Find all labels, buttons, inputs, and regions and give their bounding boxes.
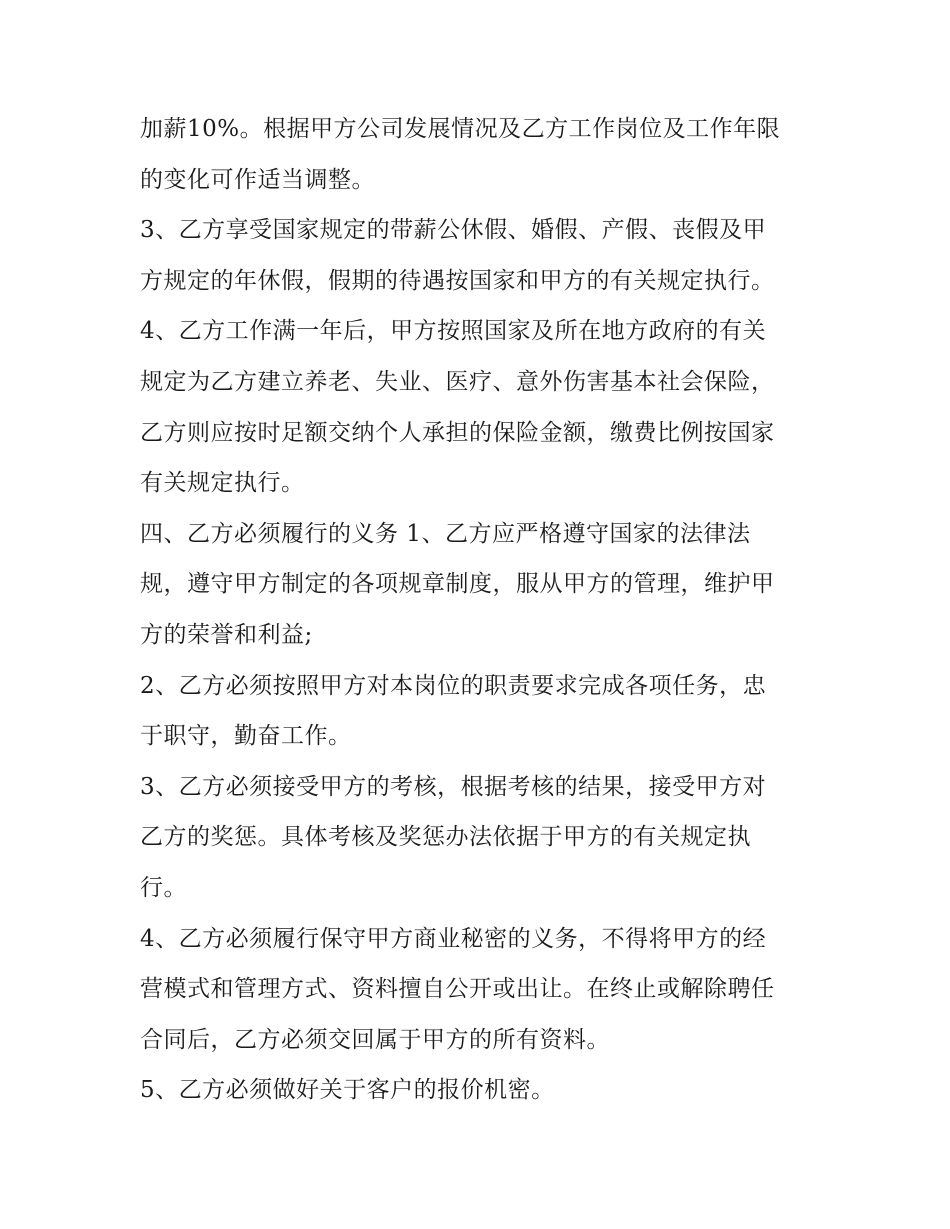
text-line: 4、乙方工作满一年后，甲方按照国家及所在地方政府的有关 <box>140 318 767 345</box>
text-line: 四、乙方必须履行的义务 1、乙方应严格遵守国家的法律法 <box>140 520 751 547</box>
text-line: 3、乙方享受国家规定的带薪公休假、婚假、产假、丧假及甲 <box>140 217 767 244</box>
text-line: 合同后，乙方必须交回属于甲方的所有资料。 <box>140 1026 610 1053</box>
text-line: 方规定的年休假，假期的待遇按国家和甲方的有关规定执行。 <box>140 267 775 294</box>
text-line: 营模式和管理方式、资料擅自公开或出让。在终止或解除聘任 <box>140 976 775 1003</box>
text-line: 3、乙方必须接受甲方的考核，根据考核的结果，接受甲方对 <box>140 773 767 800</box>
text-line: 5、乙方必须做好关于客户的报价机密。 <box>140 1077 555 1104</box>
text-line: 加薪10%。根据甲方公司发展情况及乙方工作岗位及工作年限 <box>140 116 781 142</box>
document-body <box>140 104 820 1116</box>
text-line: 规定为乙方建立养老、失业、医疗、意外伤害基本社会保险， <box>140 368 775 395</box>
text-line: 行。 <box>140 874 187 901</box>
text-line: 的变化可作适当调整。 <box>140 166 375 193</box>
text-line: 于职守，勤奋工作。 <box>140 723 352 750</box>
text-line: 乙方的奖惩。具体考核及奖惩办法依据于甲方的有关规定执 <box>140 824 751 851</box>
text-line: 有关规定执行。 <box>140 470 305 497</box>
text-line: 乙方则应按时足额交纳个人承担的保险金额，缴费比例按国家 <box>140 419 775 446</box>
text-line: 2、乙方必须按照甲方对本岗位的职责要求完成各项任务，忠 <box>140 672 767 699</box>
text-line: 方的荣誉和利益; <box>140 621 313 648</box>
text-line: 规，遵守甲方制定的各项规章制度，服从甲方的管理，维护甲 <box>140 571 775 598</box>
text-line: 4、乙方必须履行保守甲方商业秘密的义务，不得将甲方的经 <box>140 925 767 952</box>
